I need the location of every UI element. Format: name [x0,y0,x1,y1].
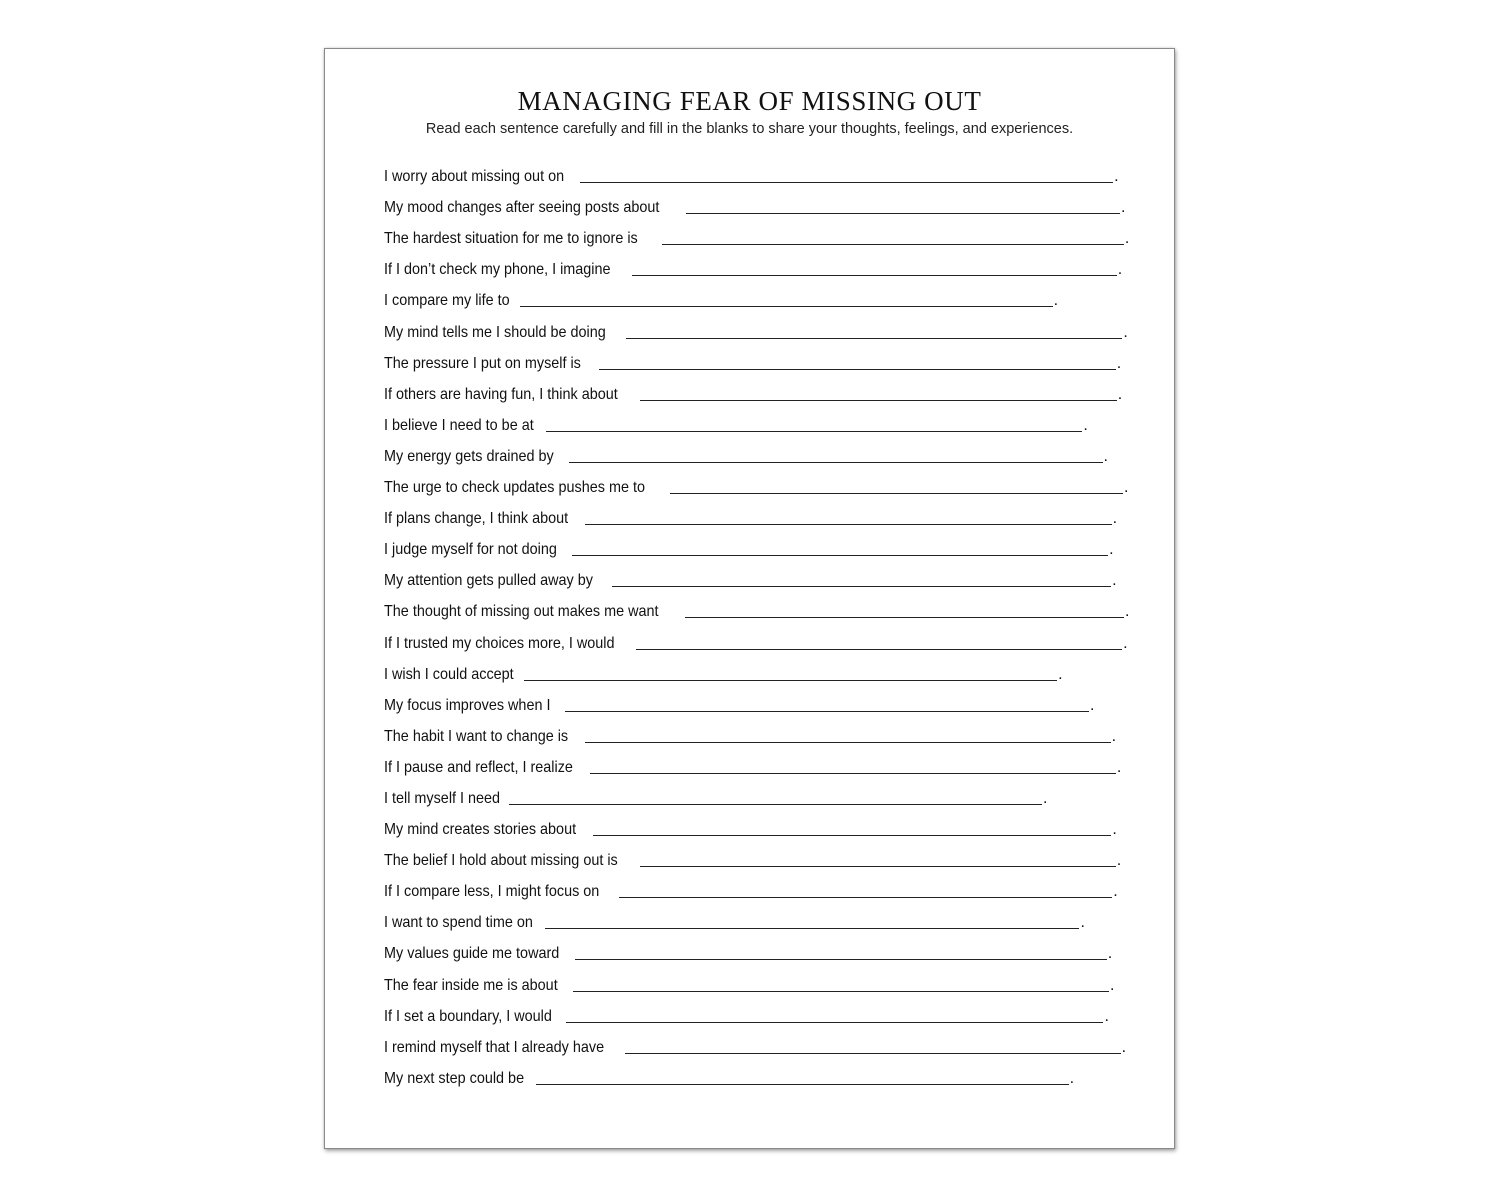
prompt-label: If I don’t check my phone, I imagine [384,261,611,279]
answer-blank[interactable] [636,649,1122,650]
prompt-row [384,746,1124,777]
prompt-row [384,839,1124,870]
answer-blank[interactable] [569,462,1103,463]
prompt-row [384,279,1124,310]
prompt-label: I want to spend time on [384,914,533,932]
prompt-period: . [1053,292,1059,310]
answer-blank[interactable] [619,897,1112,898]
prompt-period: . [1125,603,1130,621]
prompt-row [384,684,1124,715]
prompt-period: . [1123,323,1128,341]
prompt-period: . [1116,354,1122,372]
prompt-period: . [1089,696,1095,714]
prompt-label: I wish I could accept [384,665,514,683]
prompt-row [384,217,1130,248]
prompt-period: . [1112,510,1118,528]
answer-blank[interactable] [565,711,1089,712]
answer-blank[interactable] [546,431,1082,432]
prompt-label: My mind creates stories about [384,821,577,839]
prompt-period: . [1123,634,1128,652]
prompt-period: . [1116,852,1122,870]
prompt-label: My focus improves when I [384,696,551,714]
prompt-label: If I pause and reflect, I realize [384,758,573,776]
prompt-row [384,1057,1124,1088]
prompt-label: My next step could be [384,1069,525,1087]
prompt-period: . [1083,416,1088,434]
answer-blank[interactable] [626,338,1122,339]
prompt-label: My values guide me toward [384,945,560,963]
prompt-label: I compare my life to [384,292,510,310]
prompt-label: The hardest situation for me to ignore is [384,230,638,248]
answer-blank[interactable] [599,369,1116,370]
prompt-row [384,870,1124,901]
answer-blank[interactable] [593,835,1111,836]
prompt-period: . [1120,199,1126,217]
answer-blank[interactable] [625,1053,1121,1054]
worksheet-page [324,48,1175,1149]
answer-blank[interactable] [536,1084,1069,1085]
prompt-label: The fear inside me is about [384,976,558,994]
answer-blank[interactable] [545,928,1079,929]
prompt-row [384,310,1128,341]
prompt-period: . [1058,665,1063,683]
prompt-period: . [1069,1069,1075,1087]
prompt-period: . [1113,883,1118,901]
prompt-label: The habit I want to change is [384,727,569,745]
prompt-label: I remind myself that I already have [384,1038,605,1056]
answer-blank[interactable] [585,742,1111,743]
worksheet-title: MANAGING FEAR OF MISSING OUT [517,86,982,116]
answer-blank[interactable] [520,306,1053,307]
prompt-period: . [1112,821,1117,839]
answer-blank[interactable] [572,555,1108,556]
prompt-label: My energy gets drained by [384,447,554,465]
prompt-label: The pressure I put on myself is [384,354,581,372]
answer-blank[interactable] [573,991,1109,992]
prompt-period: . [1104,1007,1109,1025]
prompt-row [384,715,1124,746]
prompt-period: . [1109,541,1114,559]
prompt-label: I worry about missing out on [384,168,565,186]
prompt-label: The thought of missing out makes me want [384,603,659,621]
prompt-row [384,963,1124,994]
prompt-row [384,466,1129,497]
prompt-row [384,621,1128,652]
prompt-row [384,404,1124,435]
prompt-row [384,653,1124,684]
prompt-label: I tell myself I need [384,789,501,807]
prompt-period: . [1123,479,1129,497]
prompt-period: . [1103,447,1108,465]
prompt-row [384,995,1124,1026]
answer-blank[interactable] [640,400,1117,401]
prompt-period: . [1110,976,1115,994]
prompt-row [384,808,1124,839]
answer-blank[interactable] [575,959,1107,960]
answer-blank[interactable] [612,586,1111,587]
worksheet-instructions: Read each sentence carefully and fill in the blanks to share your thoughts, feelings, and experiences. [425,121,1074,137]
prompt-label: If I compare less, I might focus on [384,883,600,901]
prompt-row [384,559,1124,590]
prompt-label: If others are having fun, I think about [384,385,618,403]
prompt-list [384,155,1130,1088]
prompt-row [384,932,1124,963]
prompt-row [384,248,1124,279]
prompt-row [384,155,1124,186]
prompt-label: If I set a boundary, I would [384,1007,552,1025]
answer-blank[interactable] [662,244,1124,245]
prompt-row [384,590,1130,621]
prompt-row [384,373,1124,404]
answer-blank[interactable] [509,804,1042,805]
prompt-row [384,777,1124,808]
prompt-label: The belief I hold about missing out is [384,852,618,870]
prompt-period: . [1080,914,1085,932]
prompt-period: . [1116,758,1122,776]
prompt-period: . [1107,945,1113,963]
prompt-label: My mind tells me I should be doing [384,323,606,341]
prompt-row [384,528,1124,559]
answer-blank[interactable] [640,866,1116,867]
answer-blank[interactable] [670,493,1123,494]
answer-blank[interactable] [566,1022,1103,1023]
prompt-row [384,342,1124,373]
prompt-row [384,901,1124,932]
prompt-label: I believe I need to be at [384,416,534,434]
prompt-row [384,186,1124,217]
prompt-label: If I trusted my choices more, I would [384,634,615,652]
answer-blank[interactable] [585,524,1112,525]
prompt-label: My mood changes after seeing posts about [384,199,660,217]
prompt-label: I judge myself for not doing [384,541,557,559]
prompt-period: . [1114,168,1119,186]
prompt-row [384,1026,1127,1057]
answer-blank[interactable] [524,680,1057,681]
prompt-period: . [1121,1038,1127,1056]
answer-blank[interactable] [632,275,1117,276]
prompt-row [384,435,1124,466]
prompt-label: If plans change, I think about [384,510,569,528]
answer-blank[interactable] [685,617,1124,618]
prompt-period: . [1042,789,1048,807]
prompt-period: . [1112,572,1117,590]
answer-blank[interactable] [590,773,1116,774]
answer-blank[interactable] [580,182,1113,183]
prompt-period: . [1124,230,1130,248]
prompt-row [384,497,1124,528]
prompt-period: . [1117,385,1123,403]
answer-blank[interactable] [686,213,1120,214]
prompt-period: . [1117,261,1123,279]
prompt-label: The urge to check updates pushes me to [384,479,645,497]
prompt-period: . [1111,727,1117,745]
prompt-label: My attention gets pulled away by [384,572,593,590]
